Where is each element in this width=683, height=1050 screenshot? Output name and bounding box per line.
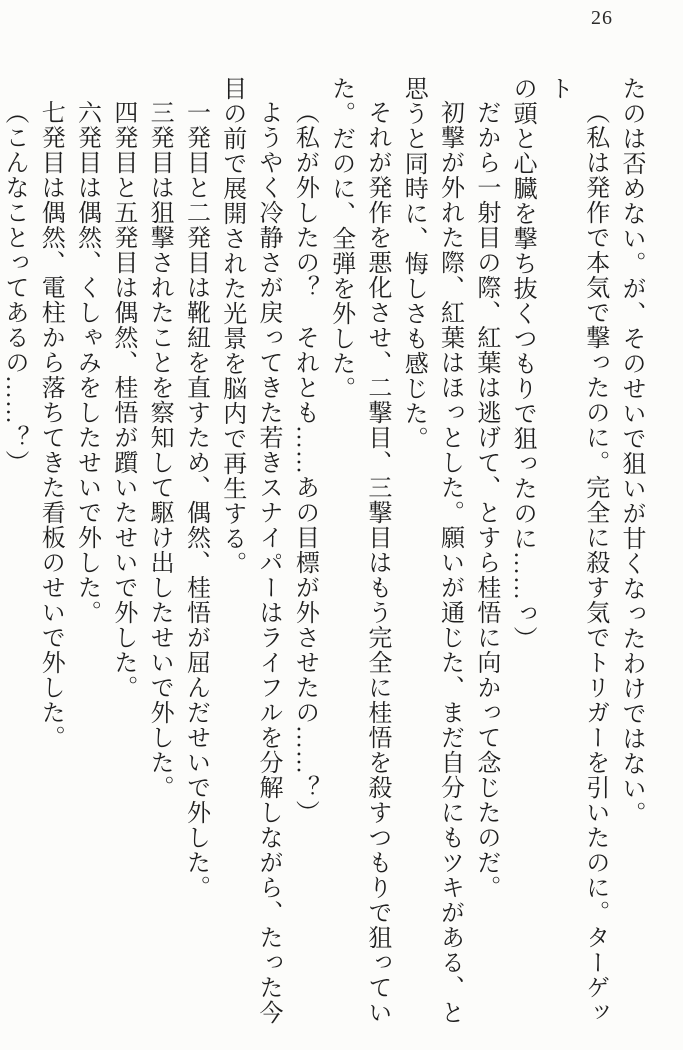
text-line: 初撃が外れた際、紅葉はほっとした。願いが通じた、まだ自分にもツキがある、と (436, 100, 463, 1025)
text-line: 四発目と五発目は偶然、桂悟が躓いたせいで外した。 (109, 100, 136, 700)
text-line: 六発目は偶然、くしゃみをしたせいで外した。 (73, 100, 100, 625)
text-line: ようやく冷静さが戻ってきた若きスナイパーはライフルを分解しながら、たった今 (255, 100, 282, 1025)
text-line: 七発目は偶然、電柱から落ちてきた看板のせいで外した。 (37, 100, 64, 750)
text-line: の頭と心臓を撃ち抜くつもりで狙ったのに……っ） (509, 76, 536, 651)
text-line: 三発目は狙撃されたことを察知して駆け出したせいで外した。 (146, 100, 173, 800)
page-number: 26 (591, 7, 613, 29)
text-line: たのは否めない。が、そのせいで狙いが甘くなったわけではない。 (618, 76, 644, 826)
text-line: 一発目と二発目は靴紐を直すため、偶然、桂悟が屈んだせいで外した。 (182, 100, 209, 900)
text-line: 思うと同時に、悔しさも感じた。 (400, 76, 427, 451)
text-line: （こんなことってあるの……？） (0, 100, 27, 475)
text-line: 目の前で展開された光景を脳内で再生する。 (218, 76, 245, 576)
page-text (0, 76, 649, 1036)
text-line: （私が外したの？ それとも……あの目標が外させたの……？） (291, 100, 318, 825)
text-line: （私は発作で本気で撃ったのに。完全に殺す気でトリガーを引いたのに。ターゲット (545, 76, 608, 1025)
text-line: それが発作を悪化させ、二撃目、三撃目はもう完全に桂悟を殺すつもりで狙ってい (363, 100, 390, 1025)
text-line: だから一射目の際、紅葉は逃げて、とすら桂悟に向かって念じたのだ。 (472, 100, 499, 900)
text-line: た。だのに、全弾を外した。 (327, 76, 354, 401)
